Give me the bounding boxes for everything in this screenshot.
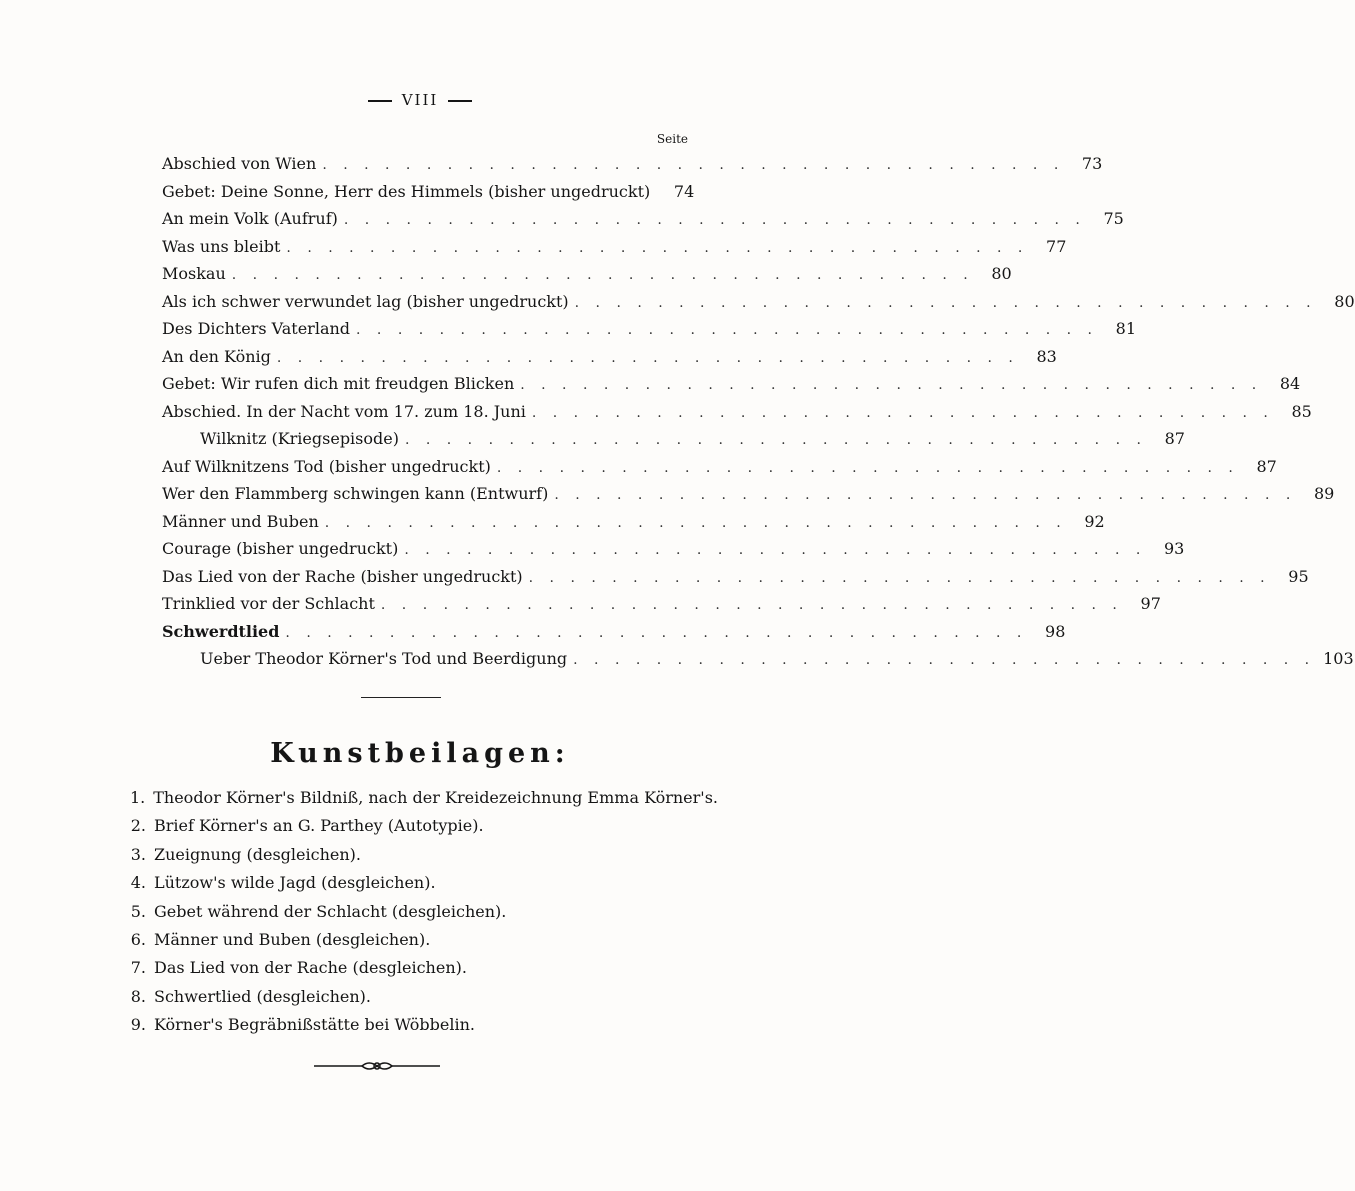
toc-entry <box>162 563 1309 591</box>
toc-entry <box>162 590 1161 618</box>
toc-entry-page: 95 <box>1288 566 1309 586</box>
toc-entry-title: Trinklied vor der Schlacht <box>162 594 375 613</box>
dot-leader: . . . . . . . . . . . . . . . . . . . . . . . . . . . . . . . . . . . . <box>231 267 974 283</box>
dot-leader: . . . . . . . . . . . . . . . . . . . . . . . . . . . . . . . . . . . . <box>404 542 1147 558</box>
list-item-number: 5. <box>130 901 146 921</box>
toc-entry-title: Gebet: Deine Sonne, Herr des Himmels (bisher ungedruckt) <box>162 181 651 201</box>
list-item-text: Brief Körner's an G. Parthey (Autotypie). <box>154 816 484 836</box>
toc-entry-page: 85 <box>1291 401 1312 421</box>
list-item-number: 3. <box>130 844 146 864</box>
dot-leader: . . . . . . . . . . . . . . . . . . . . . . . . . . . . . . . . . . . . <box>286 239 1029 256</box>
list-item-number: 4. <box>130 873 146 893</box>
list-item <box>118 784 718 812</box>
toc-entry-title: Schwerdtlied <box>162 621 280 641</box>
dot-leader: . . . . . . . . . . . . . . . . . . . . . . . . . . . . . . . . . . . . <box>276 349 1019 366</box>
toc-entry-page: 87 <box>1256 456 1277 476</box>
dot-leader: . . . . . . . . . . . . . . . . . . . . . . . . . . . . . . . . . . . . <box>574 294 1317 311</box>
list-item-text: Das Lied von der Rache (desgleichen). <box>154 958 467 978</box>
plates-heading: Kunstbeilagen: <box>270 738 570 769</box>
dot-leader: . . . . . . . . . . . . . . . . . . . . . . . . . . . . . . . . . . . . <box>531 404 1274 421</box>
dot-leader: . . . . . . . . . . . . . . . . . . . . . . . . . . . . . . . . . . . . <box>343 212 1086 228</box>
toc-entry-page: 84 <box>1279 374 1301 393</box>
toc-entry-title: Moskau <box>162 264 226 283</box>
toc-entry <box>162 150 1103 178</box>
toc-entry-title: Was uns bleibt <box>162 236 281 256</box>
list-item <box>118 926 718 954</box>
toc-entry-page: 93 <box>1163 539 1185 558</box>
toc-entry-page: 75 <box>1103 209 1124 228</box>
dot-leader: . . . . . . . . . . . . . . . . . . . . . . . . . . . . . . . . . . . . <box>285 624 1028 641</box>
list-item-number: 7. <box>130 958 146 978</box>
toc-entry-title: Das Lied von der Rache (bisher ungedruckt) <box>162 566 523 586</box>
list-item <box>118 983 718 1011</box>
list-item-number: 8. <box>130 986 146 1006</box>
list-item-text: Schwertlied (desgleichen). <box>154 986 371 1006</box>
toc-entry-page: 77 <box>1046 236 1067 256</box>
ornament-icon <box>314 1058 440 1074</box>
toc-entry <box>162 370 1301 398</box>
toc-entry-page: 92 <box>1084 511 1105 531</box>
toc-entry <box>162 398 1312 426</box>
page-number <box>0 91 840 109</box>
table-of-contents <box>162 150 1355 673</box>
toc-entry-page: 73 <box>1081 154 1103 173</box>
toc-entry <box>162 425 1185 453</box>
toc-entry-page: 97 <box>1140 594 1161 613</box>
toc-entry-page: 81 <box>1115 319 1136 338</box>
toc-entry <box>162 233 1067 261</box>
list-item <box>118 898 718 926</box>
toc-entry <box>162 508 1105 536</box>
dot-leader: . . . . . . . . . . . . . . . . . . . . . . . . . . . . . . . . . . . . <box>322 157 1065 173</box>
toc-entry <box>162 205 1124 233</box>
toc-entry <box>162 645 1354 673</box>
toc-entry-page: 80 <box>1334 291 1355 311</box>
toc-entry <box>162 535 1185 563</box>
toc-entry <box>162 480 1335 508</box>
dot-leader: . . . . . . . . . . . . . . . . . . . . . . . . . . . . . . . . . . . . <box>496 459 1239 476</box>
dot-leader: . . . . . . . . . . . . . . . . . . . . . . . . . . . . . . . . . . . . <box>528 569 1271 586</box>
toc-entry <box>162 618 1066 646</box>
toc-entry-page: 89 <box>1313 484 1335 503</box>
dash-left <box>368 100 392 102</box>
plates-list <box>118 784 718 1040</box>
dot-leader: . . . . . . . . . . . . . . . . . . . . . . . . . . . . . . . . . . . . <box>324 514 1067 531</box>
toc-entry-page: 87 <box>1164 429 1185 448</box>
toc-entry-page: 83 <box>1036 346 1057 366</box>
toc-entry-page: 74 <box>673 181 695 201</box>
toc-entry-title: Abschied von Wien <box>162 154 317 173</box>
list-item <box>118 869 718 897</box>
list-item-text: Theodor Körner's Bildniß, nach der Kreidezeichnung Emma Körner's. <box>153 788 718 807</box>
list-item-text: Körner's Begräbnißstätte bei Wöbbelin. <box>154 1015 476 1035</box>
toc-entry-title: Als ich schwer verwundet lag (bisher ungedruckt) <box>162 291 569 311</box>
toc-entry-title: Wilknitz (Kriegsepisode) <box>200 429 399 448</box>
list-item-number: 2. <box>130 816 146 836</box>
list-item-number: 1. <box>129 788 146 807</box>
list-item-text: Lützow's wilde Jagd (desgleichen). <box>154 873 436 893</box>
list-item <box>118 954 718 982</box>
list-item-number: 9. <box>130 1015 146 1035</box>
toc-entry-title: Männer und Buben <box>162 511 319 531</box>
dot-leader: . . . . . . . . . . . . . . . . . . . . . . . . . . . . . . . . . . . . <box>520 377 1263 393</box>
dot-leader: . . . . . . . . . . . . . . . . . . . . . . . . . . . . . . . . . . . . <box>573 652 1316 668</box>
toc-entry-page: 103 <box>1323 649 1354 668</box>
toc-entry-page: 80 <box>991 264 1012 283</box>
dot-leader: . . . . . . . . . . . . . . . . . . . . . . . . . . . . . . . . . . . . <box>554 487 1297 503</box>
toc-entry-title: Abschied. In der Nacht vom 17. zum 18. Juni <box>162 401 526 421</box>
toc-column-label: Seite <box>656 132 688 146</box>
page-number-text: VIII <box>401 91 439 109</box>
toc-entry-title: Des Dichters Vaterland <box>162 319 351 338</box>
toc-entry-title: Ueber Theodor Körner's Tod und Beerdigung <box>200 649 568 668</box>
toc-entry <box>162 288 1355 316</box>
list-item-number: 6. <box>130 929 146 949</box>
dot-leader: . . . . . . . . . . . . . . . . . . . . . . . . . . . . . . . . . . . . <box>404 432 1147 448</box>
list-item-text: Zueignung (desgleichen). <box>154 844 361 864</box>
toc-entry-title: Auf Wilknitzens Tod (bisher ungedruckt) <box>162 456 491 476</box>
list-item <box>118 1011 718 1039</box>
dot-leader: . . . . . . . . . . . . . . . . . . . . . . . . . . . . . . . . . . . . <box>380 597 1123 613</box>
section-divider <box>361 697 441 698</box>
toc-entry-title: Gebet: Wir rufen dich mit freudgen Blicken <box>162 374 515 393</box>
toc-entry <box>162 343 1057 371</box>
toc-entry-title: Wer den Flammberg schwingen kann (Entwurf) <box>162 484 549 503</box>
toc-entry-title: Courage (bisher ungedruckt) <box>162 539 399 558</box>
toc-entry-title: An den König <box>162 346 271 366</box>
list-item-text: Männer und Buben (desgleichen). <box>154 929 431 949</box>
toc-entry <box>162 260 1012 288</box>
list-item-text: Gebet während der Schlacht (desgleichen). <box>154 901 507 921</box>
toc-entry <box>162 453 1277 481</box>
toc-entry-page: 98 <box>1045 621 1066 641</box>
dash-right <box>448 100 472 102</box>
toc-entry <box>162 315 1136 343</box>
toc-entry-title: An mein Volk (Aufruf) <box>162 209 338 228</box>
dot-leader: . . . . . . . . . . . . . . . . . . . . . . . . . . . . . . . . . . . . <box>356 322 1098 338</box>
list-item <box>118 812 718 840</box>
list-item <box>118 841 718 869</box>
toc-entry <box>162 178 695 206</box>
